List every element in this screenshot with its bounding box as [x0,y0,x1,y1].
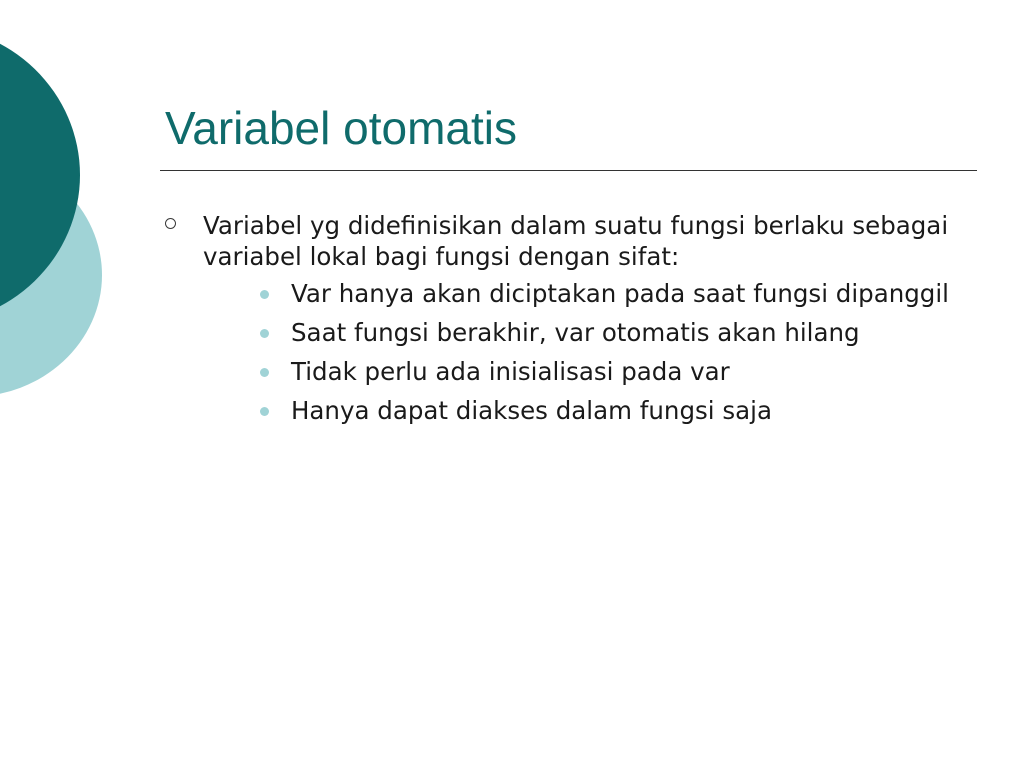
sub-bullet-text: Tidak perlu ada inisialisasi pada var [291,357,730,386]
slide-content [160,210,960,434]
slide-title: Variabel otomatis [165,102,517,154]
sub-bullet-text: Var hanya akan diciptakan pada saat fungsi dipanggil [291,279,949,308]
sub-bullet-item [203,278,960,309]
bullet-text: Variabel yg didefinisikan dalam suatu fungsi berlaku sebagai variabel lokal bagi fungsi dengan sifat: [203,211,949,271]
dot-bullet-icon [260,368,269,377]
title-divider [160,170,977,171]
sub-bullet-item [203,395,960,426]
dot-bullet-icon [260,290,269,299]
hollow-circle-bullet-icon [165,218,176,229]
sub-bullet-text: Hanya dapat diakses dalam fungsi saja [291,396,772,425]
sub-bullet-item [203,356,960,387]
bullet-item [160,210,960,426]
sub-bullet-text: Saat fungsi berakhir, var otomatis akan hilang [291,318,860,347]
dot-bullet-icon [260,329,269,338]
sub-bullet-list [203,278,960,426]
dot-bullet-icon [260,407,269,416]
decorative-circles [0,0,120,420]
sub-bullet-item [203,317,960,348]
